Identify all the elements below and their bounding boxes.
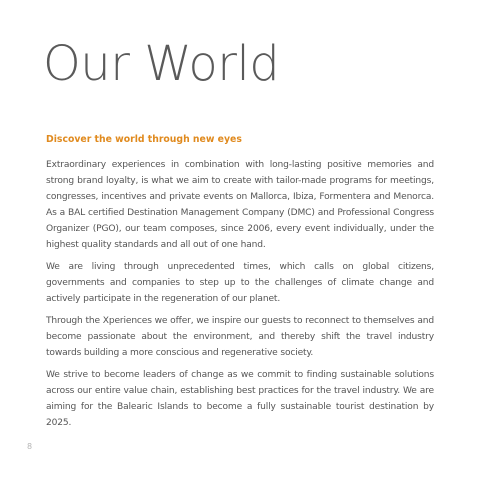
page-title: Our World <box>43 36 280 92</box>
paragraph-intro: Extraordinary experiences in combination with long-lasting positive memories and strong brand loyalty, is what we aim to create with tailor-made programs for meetings, congresses, incentives and private events on Mallorca, Ibiza, Formentera and Menorca. As a BAL certified Destination Management Company (DMC) and Professional Congress Organizer (PGO), our team composes, since 2006, every event individually, under the highest quality standards and all out of one hand. <box>46 160 434 250</box>
content-area <box>46 132 434 437</box>
paragraph-xperiences: Through the Xperiences we offer, we inspire our guests to reconnect to themselves and become passionate about the environment, and thereby shift the travel industry towards building a more conscious and regenerative society. <box>46 316 434 358</box>
page-number: 8 <box>27 442 33 451</box>
section-subtitle: Discover the world through new eyes <box>46 134 242 145</box>
paragraph-times: We are living through unprecedented times, which calls on global citizens, governments and companies to step up to the challenges of climate change and actively participate in the regeneration of our planet. <box>46 262 434 304</box>
paragraph-leaders: We strive to become leaders of change as we commit to finding sustainable solutions across our entire value chain, establishing best practices for the travel industry. We are aiming for the Balearic Islands to become a fully sustainable tourist destination by 2025. <box>46 370 434 428</box>
